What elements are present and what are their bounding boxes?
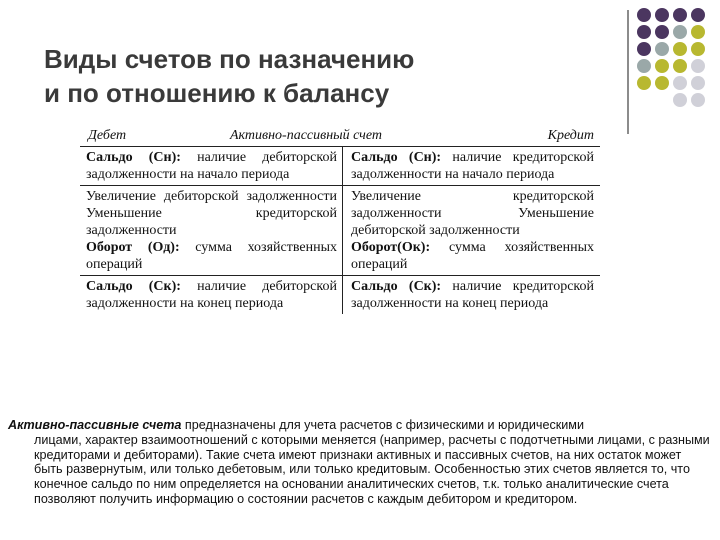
- decor-dot: [691, 25, 705, 39]
- decor-dot: [655, 8, 669, 22]
- decor-dot: [691, 42, 705, 56]
- decor-dot: [691, 59, 705, 73]
- slide-title-line-1: Виды счетов по назначению: [44, 44, 415, 74]
- debit-turnover-text: сумма хозяйственных операций: [86, 240, 337, 272]
- debit-closing-balance: [80, 276, 343, 314]
- credit-opening-balance: [343, 147, 600, 185]
- closing-balance-row: [80, 276, 600, 314]
- credit-opening-label: Сальдо (Сн):: [351, 150, 442, 165]
- decor-dot: [655, 76, 669, 90]
- decor-dot: [637, 59, 651, 73]
- decor-dot: [673, 76, 687, 90]
- decor-dot: [673, 59, 687, 73]
- credit-closing-balance: [343, 276, 600, 314]
- debit-turnover: [80, 186, 343, 275]
- paragraph-body: лицами, характер взаимоотношений с которыми меняется (например, расчеты с подотчетными лицами, с разными кредиторами и дебиторами). Такие счета имеют признаки активных и пассивных счетов, на них остаток может быть развернутым, или только дебетовым, или только кредитовым. Особенностью этих счетов является то, что конечное сальдо по ним определяется на основании аналитических счетов, т.к. только аналитические счета позволяют получить информацию о состоянии расчетов с каждым дебитором и кредитором.: [34, 432, 710, 506]
- debit-changes-text: Увеличение дебиторской задолженности Уменьшение кредиторской задолженности: [86, 189, 337, 238]
- debit-closing-label: Сальдо (Ск):: [86, 279, 181, 294]
- decor-dot: [637, 42, 651, 56]
- decor-dot: [691, 93, 705, 107]
- opening-balance-row: [80, 147, 600, 186]
- debit-opening-balance: [80, 147, 343, 185]
- credit-turnover-label: Оборот(Ок):: [351, 240, 431, 255]
- credit-closing-label: Сальдо (Ск):: [351, 279, 442, 294]
- decor-dot: [655, 25, 669, 39]
- decorative-vertical-line: [627, 10, 629, 134]
- credit-changes-text: Увеличение кредиторской задолженности Уменьшение дебиторской задолженности: [351, 189, 594, 238]
- decor-dot: [637, 76, 651, 90]
- account-type-label: Активно-пассивный счет: [230, 128, 382, 143]
- credit-turnover: [343, 186, 600, 275]
- account-body: [80, 147, 600, 314]
- decorative-dot-grid: [637, 8, 720, 112]
- slide-title: [44, 42, 584, 110]
- account-t-table: [80, 128, 600, 314]
- debit-opening-text: наличие дебиторской задолженности на начало периода: [86, 150, 337, 182]
- decor-dot: [637, 8, 651, 22]
- debit-turnover-label: Оборот (Од):: [86, 240, 180, 255]
- decor-dot: [655, 59, 669, 73]
- credit-turnover-text: сумма хозяйственных операций: [351, 240, 594, 272]
- debit-closing-text: наличие дебиторской задолженности на конец периода: [86, 279, 337, 311]
- description-paragraph: [8, 418, 712, 507]
- paragraph-first-line: предназначены для учета расчетов с физическими и юридическими: [181, 418, 584, 432]
- account-header: [80, 128, 600, 147]
- decor-dot: [673, 25, 687, 39]
- account-center-divider: [342, 147, 343, 314]
- paragraph-lead-term: Активно-пассивные счета: [8, 418, 182, 432]
- debit-opening-label: Сальдо (Сн):: [86, 150, 181, 165]
- decor-dot: [691, 76, 705, 90]
- decor-dot: [655, 42, 669, 56]
- debit-label: Дебет: [88, 128, 127, 143]
- credit-closing-text: наличие кредиторской задолженности на конец периода: [351, 279, 594, 311]
- decor-dot: [691, 8, 705, 22]
- decor-dot: [673, 42, 687, 56]
- decor-dot: [637, 25, 651, 39]
- turnover-row: [80, 186, 600, 276]
- slide-title-line-2: и по отношению к балансу: [44, 78, 390, 108]
- credit-label: Кредит: [547, 128, 594, 143]
- decor-dot: [673, 93, 687, 107]
- credit-opening-text: наличие кредиторской задолженности на начало периода: [351, 150, 594, 182]
- decor-dot: [673, 8, 687, 22]
